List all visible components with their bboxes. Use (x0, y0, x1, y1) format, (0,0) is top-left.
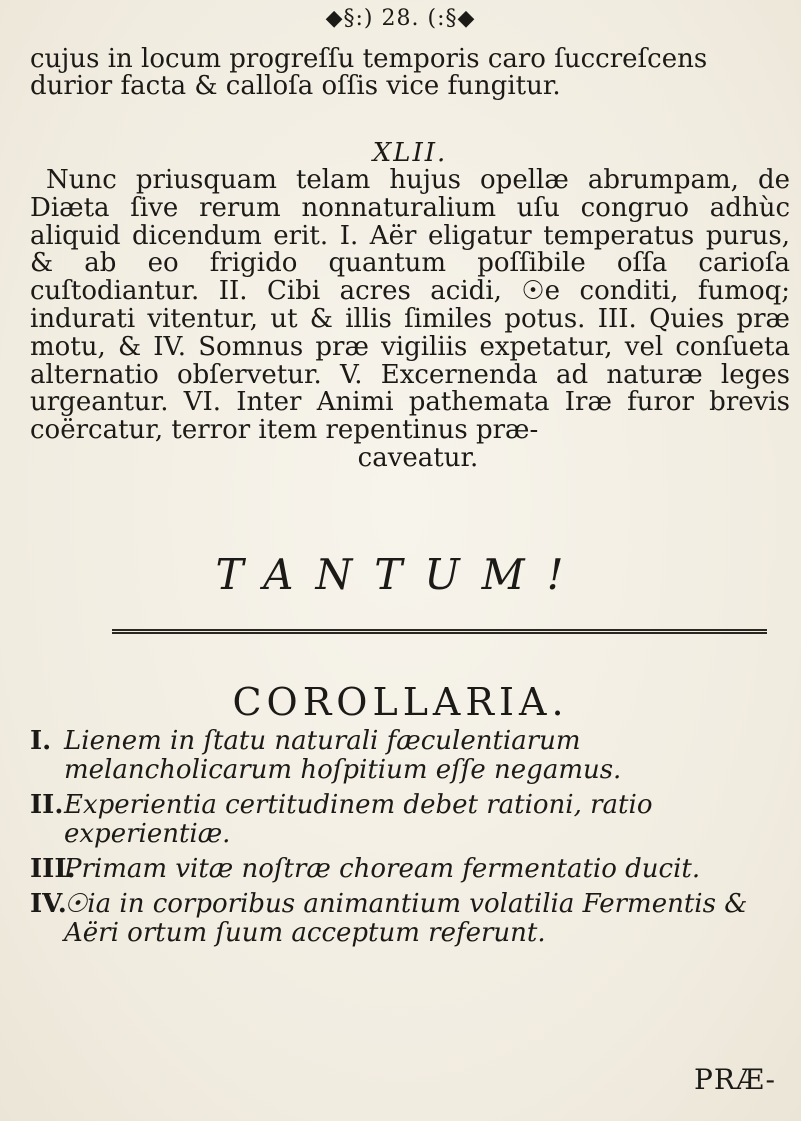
corollary-number: II. (30, 790, 64, 820)
corollary-number: I. (30, 726, 52, 756)
opening-text: cujus in locum progreſſu temporis caro ſuccreſcens durior facta & calloſa oſſis vice fungitur. (30, 44, 708, 101)
text-block (30, 46, 790, 473)
corollary-number: IV. (30, 889, 67, 919)
corollaria-heading: COROLLARIA. (232, 680, 569, 724)
catchword: PRÆ- (694, 1063, 776, 1096)
corollaria-list (30, 727, 785, 954)
running-head: ◆§:) 28. (:§◆ (325, 6, 476, 31)
corollary-number: III. (30, 854, 76, 884)
main-paragraph-body: Nunc priusquam telam hujus opellæ abrumpam, de Diæta ſive rerum nonnaturalium uſu congruo adhùc aliquid dicendum erit. I. Aër eligatur temperatus purus, & ab eo frigido quantum poſſibile oſſa carioſa cuſtodiantur. II. Cibi acres acidi, ☉e conditi, fumoq; indurati vitentur, ut & illis ſimiles potus. III. Quies præ motu, & IV. Somnus præ vigiliis expetatur, vel conſueta alternatio obſervetur. V. Excernenda ad naturæ leges urgeantur. VI. Inter Animi pathemata Iræ furor brevis coërcatur, terror item repentinus præ- (30, 165, 790, 446)
corollary-text: Experientia certitudinem debet rationi, ratio experientiæ. (64, 790, 653, 849)
corollary-item (30, 890, 785, 948)
corollary-text: ☉ia in corporibus animantium volatilia Fermentis & Aëri ortum ſuum acceptum referunt. (64, 889, 748, 948)
corollary-text: Primam vitæ noſtræ choream fermentatio ducit. (64, 854, 701, 884)
main-paragraph-end: caveatur. (357, 442, 479, 473)
corollary-item (30, 727, 785, 785)
corollary-item (30, 791, 785, 849)
main-paragraph (30, 167, 790, 473)
corollary-item (30, 855, 785, 884)
corollary-text: Lienem in ſtatu naturali fæculentiarum melancholicarum hoſpitium eſſe negamus. (64, 726, 622, 785)
double-rule-divider (112, 629, 767, 634)
section-number: XLII. (372, 138, 448, 168)
finis-heading: TANTUM! (215, 550, 586, 599)
